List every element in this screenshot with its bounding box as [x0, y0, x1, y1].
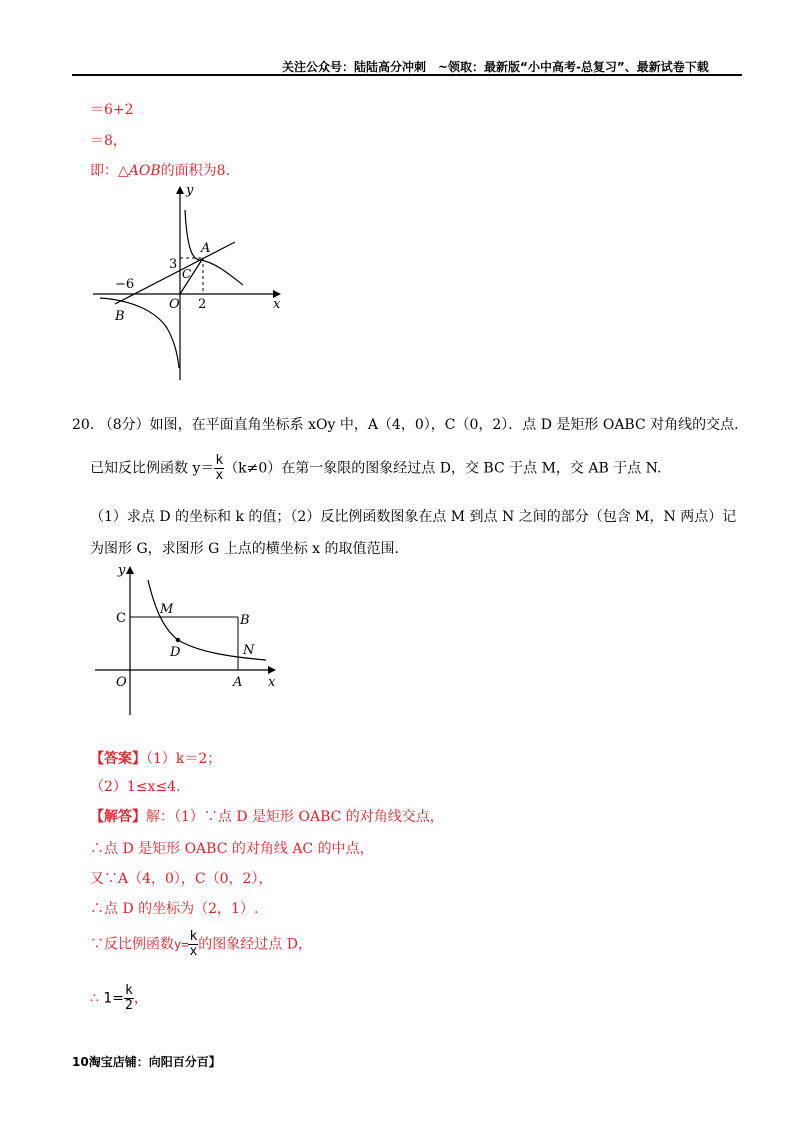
fraction-k-over-x: $\frac{k}{x}$ [215, 453, 224, 483]
label-c: C [182, 267, 192, 281]
label-a: A [201, 241, 211, 256]
label-y: y [118, 563, 126, 578]
line-ab [115, 242, 235, 304]
problem-20-line-4: 为图形 G，求图形 G 上点的横坐标 x 的取值范围. [90, 541, 399, 557]
solution-line-1: ＝6+2 [90, 102, 134, 118]
fraction-k-over-2: $\frac{k}{2}$ [125, 983, 133, 1013]
solution-line-2: ＝8， [90, 133, 127, 149]
hyperbola-branch-2 [100, 298, 179, 368]
label-o: O [116, 675, 127, 690]
answer-line-2: （2）1≤x≤4. [90, 779, 181, 795]
label-neg6: −6 [115, 277, 135, 292]
label-d: D [170, 645, 181, 660]
figure-hyperbola-line [85, 180, 295, 385]
solution-conclusion: 即：△AOB的面积为8. [90, 163, 231, 179]
fraction-k-over-x-2: $\frac{k}{x}$ [189, 929, 198, 959]
analysis-line-6: ∴ 1= $\frac{k}{2}$ ， [90, 983, 148, 1013]
y-axis-arrow [176, 186, 184, 194]
label-b: B [115, 309, 125, 324]
analysis-line-3: 又∵A（4，0），C（0，2）， [90, 871, 273, 887]
page-header: 关注公众号：陆陆高分冲刺 ~领取：最新版“小中高考-总复习”、最新试卷下载 [282, 60, 709, 74]
analysis-line-1: 【解答】解：（1）∵点 D 是矩形 OABC 的对角线交点， [90, 809, 444, 825]
analysis-line-2: ∴点 D 是矩形 OABC 的对角线 AC 的中点， [90, 841, 374, 857]
page-footer [72, 1053, 221, 1070]
label-x: x [273, 297, 281, 312]
point-d [176, 638, 180, 642]
problem-20-line-2: 已知反比例函数 y＝ $\frac{k}{x}$ （k≠0）在第一象限的图象经过点 D，交 BC 于点 M，交 AB 于点 N. [90, 453, 662, 483]
answer-line-1: 【答案】（1）k＝2； [90, 751, 222, 767]
label-m: M [160, 602, 174, 617]
y-axis-arrow [126, 566, 134, 574]
analysis-line-4: ∴点 D 的坐标为（2，1）. [90, 901, 259, 917]
problem-20-line-3: （1）求点 D 的坐标和 k 的值；（2）反比例函数图象在点 M 到点 N 之间的部分（包含 M，N 两点）记 [90, 509, 737, 525]
analysis-line-5: ∵反比例函数y= $\frac{k}{x}$ 的图象经过点 D， [90, 929, 312, 959]
header-rule [72, 74, 742, 76]
label-c: C [116, 611, 126, 626]
problem-20-line-1: 20. （8分）如图，在平面直角坐标系 xOy 中，A（4，0），C（0，2）．点 D 是矩形 OABC 对角线的交点. [72, 417, 739, 433]
label-o: O [169, 297, 180, 312]
label-b: B [240, 613, 250, 628]
page-number: 10 [72, 1055, 89, 1069]
label-three: 3 [169, 257, 178, 272]
label-two: 2 [198, 297, 207, 312]
x-axis-arrow [268, 666, 276, 674]
label-y: y [186, 183, 194, 198]
label-a: A [233, 675, 243, 690]
shop-name: 淘宝店铺：向阳百分百】 [88, 1055, 221, 1069]
figure-rectangle-hyperbola [90, 560, 290, 720]
label-x: x [268, 675, 276, 690]
hyperbola-branch-1 [185, 210, 243, 285]
label-n: N [243, 643, 255, 658]
